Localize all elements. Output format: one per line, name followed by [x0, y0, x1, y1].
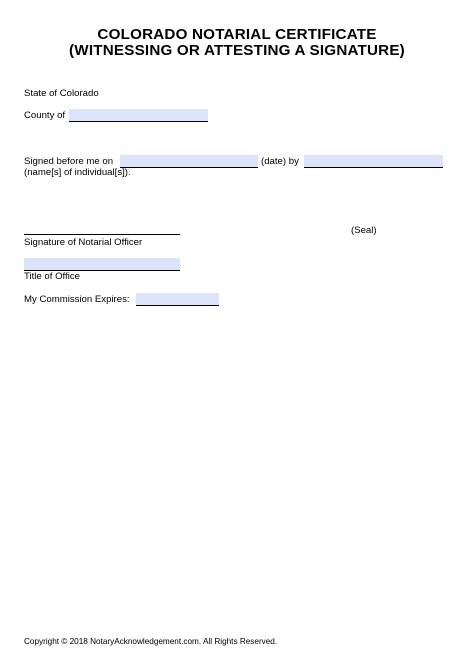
title-of-office-label: Title of Office [24, 271, 80, 282]
names-label: (name[s] of individual[s]). [24, 167, 131, 178]
document-title-line2: (WITNESSING OR ATTESTING A SIGNATURE) [69, 42, 405, 59]
date-label: (date) by [261, 156, 299, 167]
seal-label: (Seal) [351, 225, 377, 236]
signed-date-field-value [120, 155, 258, 167]
title-of-office-field[interactable] [24, 258, 180, 271]
county-field-value [69, 109, 208, 121]
commission-label: My Commission Expires: [24, 294, 130, 305]
county-field[interactable] [69, 109, 208, 122]
individual-names-field-value [304, 155, 443, 167]
signature-label: Signature of Notarial Officer [24, 237, 143, 248]
commission-expires-field[interactable] [136, 293, 219, 306]
state-label: State of Colorado [24, 88, 99, 99]
individual-names-field[interactable] [304, 155, 443, 168]
county-label: County of [24, 110, 66, 121]
signature-line[interactable] [24, 234, 180, 235]
commission-expires-field-value [136, 293, 219, 305]
signed-before-label: Signed before me on [24, 156, 114, 167]
copyright-footer: Copyright © 2018 NotaryAcknowledgement.com. All Rights Reserved. [24, 637, 278, 646]
title-of-office-field-value [24, 258, 180, 270]
signed-date-field[interactable] [120, 155, 258, 168]
document-title-line1: COLORADO NOTARIAL CERTIFICATE [97, 26, 377, 43]
